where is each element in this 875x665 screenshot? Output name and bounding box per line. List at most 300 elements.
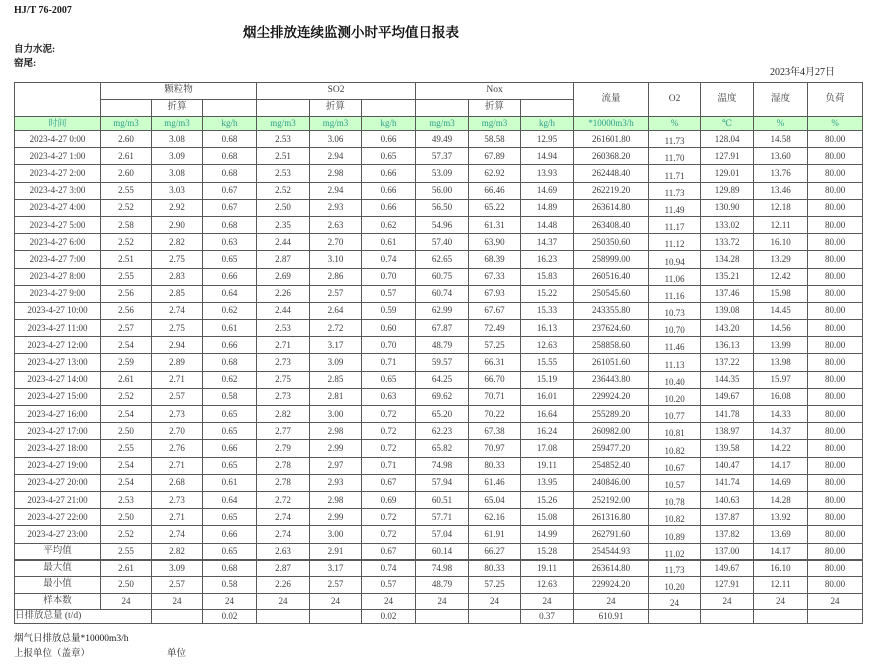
- unit-header-cell: %: [808, 117, 863, 131]
- value-cell: 80.00: [808, 165, 863, 182]
- summary-value-cell: 3.09: [152, 560, 203, 577]
- value-cell: 10.81: [649, 423, 701, 440]
- value-cell: 14.17: [754, 457, 808, 474]
- value-cell: 80.00: [808, 526, 863, 543]
- value-cell: 139.58: [701, 440, 754, 457]
- value-cell: 260368.20: [574, 148, 649, 165]
- value-cell: 16.13: [521, 320, 574, 337]
- value-cell: 261051.60: [574, 354, 649, 371]
- value-cell: 252192.00: [574, 491, 649, 508]
- summary-value-cell: 11.02: [649, 544, 701, 561]
- value-cell: 80.00: [808, 354, 863, 371]
- value-cell: 15.55: [521, 354, 574, 371]
- value-cell: 11.49: [649, 199, 701, 216]
- value-cell: 133.72: [701, 234, 754, 251]
- value-cell: 80.00: [808, 234, 863, 251]
- value-cell: 13.69: [754, 526, 808, 543]
- value-cell: 0.68: [203, 216, 257, 233]
- value-cell: 10.82: [649, 440, 701, 457]
- summary-value-cell: 24: [416, 593, 469, 610]
- value-cell: 59.57: [416, 354, 469, 371]
- value-cell: 14.28: [754, 491, 808, 508]
- value-cell: 254852.40: [574, 457, 649, 474]
- value-cell: 0.62: [203, 371, 257, 388]
- value-cell: 54.96: [416, 216, 469, 233]
- empty-cell: [152, 610, 203, 624]
- value-cell: 2.44: [257, 234, 310, 251]
- value-cell: 11.12: [649, 234, 701, 251]
- value-cell: 137.82: [701, 526, 754, 543]
- value-cell: 2.55: [101, 268, 152, 285]
- value-cell: 61.91: [469, 526, 521, 543]
- value-cell: 141.78: [701, 406, 754, 423]
- value-cell: 2.71: [257, 337, 310, 354]
- empty-cell: [808, 610, 863, 624]
- value-cell: 2.57: [310, 285, 362, 302]
- value-cell: 129.89: [701, 182, 754, 199]
- value-cell: 2.60: [101, 165, 152, 182]
- value-cell: 11.06: [649, 268, 701, 285]
- summary-value-cell: 74.98: [416, 560, 469, 577]
- summary-value-cell: 16.10: [754, 560, 808, 577]
- value-cell: 0.64: [203, 285, 257, 302]
- value-cell: 2.73: [257, 388, 310, 405]
- time-column-header: 时间: [15, 117, 101, 131]
- table-row: [15, 320, 863, 337]
- hourly-data-table: [14, 82, 863, 560]
- value-cell: 80.00: [808, 131, 863, 148]
- summary-value-cell: 229924.20: [574, 577, 649, 594]
- value-cell: 0.63: [362, 388, 416, 405]
- summary-row: [15, 544, 863, 561]
- summary-label-cell: 平均值: [15, 544, 101, 561]
- value-cell: 15.26: [521, 491, 574, 508]
- value-cell: 143.20: [701, 320, 754, 337]
- value-cell: 80.00: [808, 406, 863, 423]
- summary-row: [15, 593, 863, 610]
- value-cell: 60.75: [416, 268, 469, 285]
- value-cell: 137.22: [701, 354, 754, 371]
- value-cell: 0.66: [203, 440, 257, 457]
- unit-header-cell: mg/m3: [152, 117, 203, 131]
- value-cell: 140.47: [701, 457, 754, 474]
- value-cell: 250545.60: [574, 285, 649, 302]
- summary-value-cell: 19.11: [521, 560, 574, 577]
- value-cell: 2.57: [152, 388, 203, 405]
- value-cell: 62.16: [469, 509, 521, 526]
- time-cell: 2023-4-27 0:00: [15, 131, 101, 148]
- summary-value-cell: 10.20: [649, 577, 701, 594]
- value-cell: 2.70: [310, 234, 362, 251]
- value-cell: 15.33: [521, 302, 574, 319]
- value-cell: 11.16: [649, 285, 701, 302]
- so2-converted-header: 折算: [310, 100, 362, 117]
- value-cell: 2.72: [310, 320, 362, 337]
- pm-converted-header: 折算: [152, 100, 203, 117]
- value-cell: 3.06: [310, 131, 362, 148]
- summary-value-cell: 0.67: [362, 544, 416, 561]
- value-cell: 12.18: [754, 199, 808, 216]
- value-cell: 15.83: [521, 268, 574, 285]
- value-cell: 11.73: [649, 131, 701, 148]
- summary-value-cell: 0.74: [362, 560, 416, 577]
- summary-value-cell: 11.73: [649, 560, 701, 577]
- value-cell: 0.62: [203, 302, 257, 319]
- header-row-units: [15, 117, 863, 131]
- value-cell: 61.46: [469, 474, 521, 491]
- value-cell: 17.08: [521, 440, 574, 457]
- empty-cell: [310, 610, 362, 624]
- value-cell: 2.78: [257, 457, 310, 474]
- value-cell: 66.31: [469, 354, 521, 371]
- value-cell: 13.99: [754, 337, 808, 354]
- value-cell: 3.17: [310, 337, 362, 354]
- table-row: [15, 302, 863, 319]
- value-cell: 2.51: [101, 251, 152, 268]
- value-cell: 2.98: [310, 423, 362, 440]
- summary-value-cell: 0.58: [203, 577, 257, 594]
- value-cell: 57.25: [469, 337, 521, 354]
- summary-value-cell: 24: [310, 593, 362, 610]
- value-cell: 2.71: [152, 457, 203, 474]
- value-cell: 2.61: [101, 371, 152, 388]
- time-cell: 2023-4-27 19:00: [15, 457, 101, 474]
- value-cell: 0.71: [362, 354, 416, 371]
- value-cell: 2.50: [257, 199, 310, 216]
- value-cell: 2.98: [310, 491, 362, 508]
- value-cell: 2.73: [152, 491, 203, 508]
- report-title: 烟尘排放连续监测小时平均值日报表: [243, 25, 459, 40]
- value-cell: 53.09: [416, 165, 469, 182]
- value-cell: 2.94: [310, 182, 362, 199]
- time-cell: 2023-4-27 10:00: [15, 302, 101, 319]
- value-cell: 261601.80: [574, 131, 649, 148]
- summary-value-cell: 12.11: [754, 577, 808, 594]
- time-cell: 2023-4-27 7:00: [15, 251, 101, 268]
- value-cell: 0.70: [362, 337, 416, 354]
- load-header: 负荷: [808, 83, 863, 117]
- value-cell: 2.61: [101, 148, 152, 165]
- value-cell: 129.01: [701, 165, 754, 182]
- value-cell: 2.93: [310, 474, 362, 491]
- value-cell: 236443.80: [574, 371, 649, 388]
- value-cell: 0.72: [362, 526, 416, 543]
- summary-value-cell: 2.87: [257, 560, 310, 577]
- value-cell: 65.22: [469, 199, 521, 216]
- summary-row: [15, 560, 863, 577]
- value-cell: 11.13: [649, 354, 701, 371]
- value-cell: 14.45: [754, 302, 808, 319]
- value-cell: 2.92: [152, 199, 203, 216]
- value-cell: 2.53: [101, 491, 152, 508]
- temp-header: 温度: [701, 83, 754, 117]
- value-cell: 243355.80: [574, 302, 649, 319]
- value-cell: 2.85: [152, 285, 203, 302]
- unit-header-cell: kg/h: [362, 117, 416, 131]
- value-cell: 2.54: [101, 406, 152, 423]
- value-cell: 2.52: [101, 199, 152, 216]
- value-cell: 66.70: [469, 371, 521, 388]
- value-cell: 2.73: [152, 406, 203, 423]
- value-cell: 16.24: [521, 423, 574, 440]
- time-cell: 2023-4-27 17:00: [15, 423, 101, 440]
- summary-value-cell: 0.65: [203, 544, 257, 561]
- value-cell: 2.35: [257, 216, 310, 233]
- daily-total-value-cell: 0.02: [203, 610, 257, 624]
- location-label: 窑尾:: [14, 59, 37, 69]
- value-cell: 13.92: [754, 509, 808, 526]
- value-cell: 62.99: [416, 302, 469, 319]
- group-header-nox: Nox: [416, 83, 574, 100]
- value-cell: 57.40: [416, 234, 469, 251]
- empty-cell: [754, 610, 808, 624]
- value-cell: 15.19: [521, 371, 574, 388]
- summary-value-cell: 263614.80: [574, 560, 649, 577]
- value-cell: 0.59: [362, 302, 416, 319]
- value-cell: 60.51: [416, 491, 469, 508]
- value-cell: 2.68: [152, 474, 203, 491]
- summary-value-cell: 2.82: [152, 544, 203, 561]
- summary-value-cell: 127.91: [701, 577, 754, 594]
- value-cell: 16.01: [521, 388, 574, 405]
- value-cell: 0.61: [203, 320, 257, 337]
- value-cell: 0.67: [203, 182, 257, 199]
- value-cell: 2.26: [257, 285, 310, 302]
- time-cell: 2023-4-27 8:00: [15, 268, 101, 285]
- value-cell: 70.71: [469, 388, 521, 405]
- value-cell: 67.89: [469, 148, 521, 165]
- value-cell: 259477.20: [574, 440, 649, 457]
- value-cell: 10.20: [649, 388, 701, 405]
- header-row-groups: [15, 83, 863, 100]
- value-cell: 2.57: [101, 320, 152, 337]
- value-cell: 80.00: [808, 491, 863, 508]
- value-cell: 0.70: [362, 268, 416, 285]
- value-cell: 70.22: [469, 406, 521, 423]
- value-cell: 0.69: [362, 491, 416, 508]
- value-cell: 2.44: [257, 302, 310, 319]
- value-cell: 2.72: [257, 491, 310, 508]
- value-cell: 2.94: [310, 148, 362, 165]
- value-cell: 2.53: [257, 320, 310, 337]
- value-cell: 2.71: [152, 371, 203, 388]
- value-cell: 62.23: [416, 423, 469, 440]
- table-row: [15, 423, 863, 440]
- value-cell: 14.89: [521, 199, 574, 216]
- daily-total-label: 日排放总量 (t/d): [15, 610, 152, 624]
- unit-header-cell: kg/h: [203, 117, 257, 131]
- value-cell: 130.90: [701, 199, 754, 216]
- value-cell: 0.65: [362, 371, 416, 388]
- value-cell: 11.46: [649, 337, 701, 354]
- value-cell: 15.22: [521, 285, 574, 302]
- value-cell: 10.73: [649, 302, 701, 319]
- table-row: [15, 131, 863, 148]
- value-cell: 2.59: [101, 354, 152, 371]
- value-cell: 0.65: [203, 423, 257, 440]
- empty-cell: [469, 610, 521, 624]
- value-cell: 240846.00: [574, 474, 649, 491]
- empty-cell: [257, 100, 310, 117]
- value-cell: 66.46: [469, 182, 521, 199]
- value-cell: 65.04: [469, 491, 521, 508]
- flue-gas-daily-total-label: 烟气日排放总量*10000m3/h: [14, 634, 129, 644]
- value-cell: 80.00: [808, 268, 863, 285]
- value-cell: 260516.40: [574, 268, 649, 285]
- value-cell: 2.99: [310, 440, 362, 457]
- table-row: [15, 474, 863, 491]
- value-cell: 0.66: [362, 165, 416, 182]
- value-cell: 0.68: [203, 131, 257, 148]
- summary-value-cell: 24: [521, 593, 574, 610]
- value-cell: 15.97: [754, 371, 808, 388]
- empty-cell: [416, 610, 469, 624]
- company-label: 自力水泥:: [14, 45, 56, 55]
- value-cell: 2.58: [101, 216, 152, 233]
- time-cell: 2023-4-27 4:00: [15, 199, 101, 216]
- empty-cell: [649, 610, 701, 624]
- value-cell: 2.93: [310, 199, 362, 216]
- value-cell: 2.76: [152, 440, 203, 457]
- value-cell: 0.63: [203, 234, 257, 251]
- table-row: [15, 251, 863, 268]
- summary-value-cell: 149.67: [701, 560, 754, 577]
- daily-total-value-cell: 0.37: [521, 610, 574, 624]
- value-cell: 13.60: [754, 148, 808, 165]
- time-cell: 2023-4-27 14:00: [15, 371, 101, 388]
- value-cell: 2.86: [310, 268, 362, 285]
- value-cell: 138.97: [701, 423, 754, 440]
- table-row: [15, 199, 863, 216]
- summary-value-cell: 2.61: [101, 560, 152, 577]
- unit-header-cell: mg/m3: [416, 117, 469, 131]
- summary-value-cell: 24: [701, 593, 754, 610]
- table-row: [15, 457, 863, 474]
- value-cell: 60.74: [416, 285, 469, 302]
- value-cell: 2.55: [101, 440, 152, 457]
- value-cell: 15.08: [521, 509, 574, 526]
- value-cell: 12.42: [754, 268, 808, 285]
- time-cell: 2023-4-27 1:00: [15, 148, 101, 165]
- value-cell: 80.00: [808, 285, 863, 302]
- value-cell: 229924.20: [574, 388, 649, 405]
- value-cell: 2.53: [257, 131, 310, 148]
- value-cell: 14.94: [521, 148, 574, 165]
- value-cell: 12.11: [754, 216, 808, 233]
- value-cell: 10.70: [649, 320, 701, 337]
- value-cell: 14.69: [754, 474, 808, 491]
- value-cell: 0.64: [203, 491, 257, 508]
- value-cell: 67.87: [416, 320, 469, 337]
- value-cell: 2.78: [257, 474, 310, 491]
- table-row: [15, 337, 863, 354]
- value-cell: 10.67: [649, 457, 701, 474]
- summary-value-cell: 2.50: [101, 577, 152, 594]
- summary-value-cell: 24: [649, 593, 701, 610]
- summary-value-cell: 12.63: [521, 577, 574, 594]
- group-header-pm: 颗粒物: [101, 83, 257, 100]
- time-cell: 2023-4-27 12:00: [15, 337, 101, 354]
- summary-value-cell: 0.68: [203, 560, 257, 577]
- value-cell: 10.78: [649, 491, 701, 508]
- value-cell: 14.37: [754, 423, 808, 440]
- value-cell: 0.74: [362, 251, 416, 268]
- daily-total-value-cell: 610.91: [574, 610, 649, 624]
- value-cell: 0.72: [362, 440, 416, 457]
- empty-cell: [101, 100, 152, 117]
- table-row: [15, 285, 863, 302]
- value-cell: 0.72: [362, 406, 416, 423]
- summary-value-cell: 24: [469, 593, 521, 610]
- value-cell: 0.71: [362, 457, 416, 474]
- report-unit-stamp-label: 上报单位（盖章）: [14, 649, 91, 659]
- value-cell: 3.00: [310, 406, 362, 423]
- value-cell: 16.08: [754, 388, 808, 405]
- value-cell: 137.46: [701, 285, 754, 302]
- flow-header: 流量: [574, 83, 649, 117]
- summary-value-cell: 14.17: [754, 544, 808, 561]
- table-row: [15, 509, 863, 526]
- value-cell: 13.98: [754, 354, 808, 371]
- value-cell: 0.66: [203, 337, 257, 354]
- time-cell: 2023-4-27 16:00: [15, 406, 101, 423]
- value-cell: 2.83: [152, 268, 203, 285]
- table-row: [15, 148, 863, 165]
- value-cell: 0.66: [362, 199, 416, 216]
- value-cell: 0.61: [362, 234, 416, 251]
- value-cell: 80.00: [808, 182, 863, 199]
- value-cell: 144.35: [701, 371, 754, 388]
- value-cell: 0.72: [362, 423, 416, 440]
- value-cell: 10.94: [649, 251, 701, 268]
- value-cell: 149.67: [701, 388, 754, 405]
- unit-header-cell: %: [754, 117, 808, 131]
- value-cell: 80.00: [808, 216, 863, 233]
- summary-value-cell: 66.27: [469, 544, 521, 561]
- value-cell: 140.63: [701, 491, 754, 508]
- summary-value-cell: 24: [362, 593, 416, 610]
- value-cell: 11.17: [649, 216, 701, 233]
- value-cell: 65.82: [416, 440, 469, 457]
- value-cell: 57.37: [416, 148, 469, 165]
- nox-converted-header: 折算: [469, 100, 521, 117]
- value-cell: 3.03: [152, 182, 203, 199]
- summary-value-cell: 24: [101, 593, 152, 610]
- unit-header-cell: kg/h: [521, 117, 574, 131]
- value-cell: 14.56: [754, 320, 808, 337]
- table-row: [15, 388, 863, 405]
- value-cell: 2.87: [257, 251, 310, 268]
- table-row: [15, 354, 863, 371]
- value-cell: 57.94: [416, 474, 469, 491]
- value-cell: 80.33: [469, 457, 521, 474]
- value-cell: 0.68: [203, 148, 257, 165]
- table-row: [15, 234, 863, 251]
- value-cell: 12.63: [521, 337, 574, 354]
- table-row: [15, 216, 863, 233]
- value-cell: 15.98: [754, 285, 808, 302]
- time-cell: 2023-4-27 11:00: [15, 320, 101, 337]
- value-cell: 62.92: [469, 165, 521, 182]
- summary-value-cell: 60.14: [416, 544, 469, 561]
- unit-header-cell: mg/m3: [101, 117, 152, 131]
- value-cell: 80.00: [808, 320, 863, 337]
- value-cell: 14.48: [521, 216, 574, 233]
- value-cell: 61.31: [469, 216, 521, 233]
- value-cell: 74.98: [416, 457, 469, 474]
- value-cell: 2.56: [101, 285, 152, 302]
- summary-value-cell: 2.63: [257, 544, 310, 561]
